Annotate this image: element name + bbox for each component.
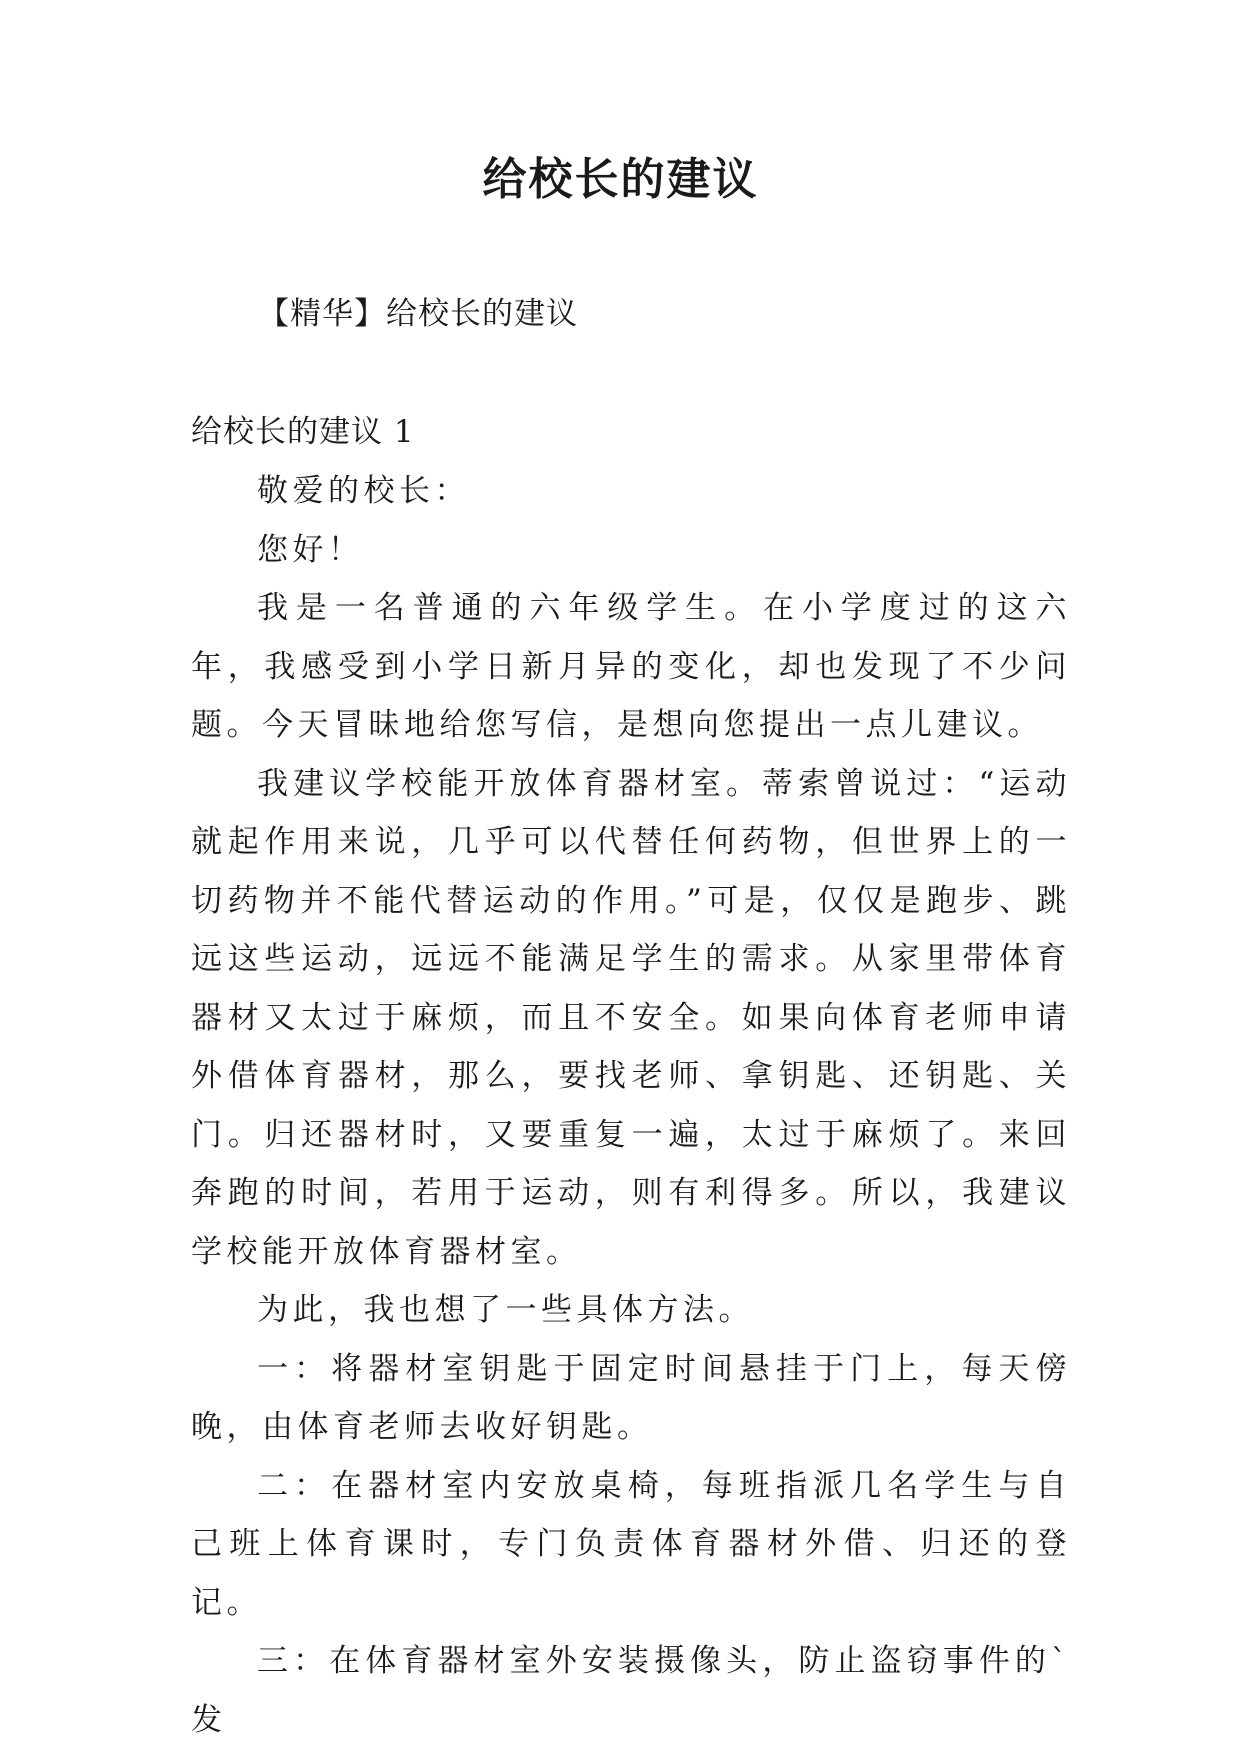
letter-body — [191, 462, 1071, 1749]
salutation: 敬爱的校长： — [257, 473, 470, 509]
paragraph-method-one: 一：将器材室钥匙于固定时间悬挂于门上，每天傍晚，由体育老师去收好钥匙。 — [191, 1350, 1071, 1445]
document-subtitle: 【精华】给校长的建议 — [258, 296, 578, 332]
paragraph-suggestion: 我建议学校能开放体育器材室。蒂索曾说过：“运动就起作用来说，几乎可以代替任何药物，但世界上的一切药物并不能代替运动的作用。”可是，仅仅是跑步、跳远这些运动，远远不能满足学生的需求。从家里带体育器材又太过于麻烦，而且不安全。如果向体育老师申请外借体育器材，那么，要找老师、拿钥匙、还钥匙、关门。归还器材时，又要重复一遍，太过于麻烦了。来回奔跑的时间，若用于运动，则有利得多。所以，我建议学校能开放体育器材室。 — [191, 765, 1071, 1270]
paragraph-method-two: 二：在器材室内安放桌椅，每班指派几名学生与自己班上体育课时，专门负责体育器材外借、归还的登记。 — [191, 1467, 1071, 1621]
paragraph-method-three: 三：在体育器材室外安装摄像头，防止盗窃事件的`发 — [191, 1643, 1071, 1738]
paragraph-methods-intro: 为此，我也想了一些具体方法。 — [257, 1292, 754, 1328]
document-title: 给校长的建议 — [482, 154, 759, 205]
paragraph-intro: 我是一名普通的六年级学生。在小学度过的这六年，我感受到小学日新月异的变化，却也发现了不少问题。今天冒昧地给您写信，是想向您提出一点儿建议。 — [191, 590, 1071, 743]
section-heading: 给校长的建议 1 — [191, 414, 415, 450]
greeting: 您好！ — [257, 531, 364, 568]
